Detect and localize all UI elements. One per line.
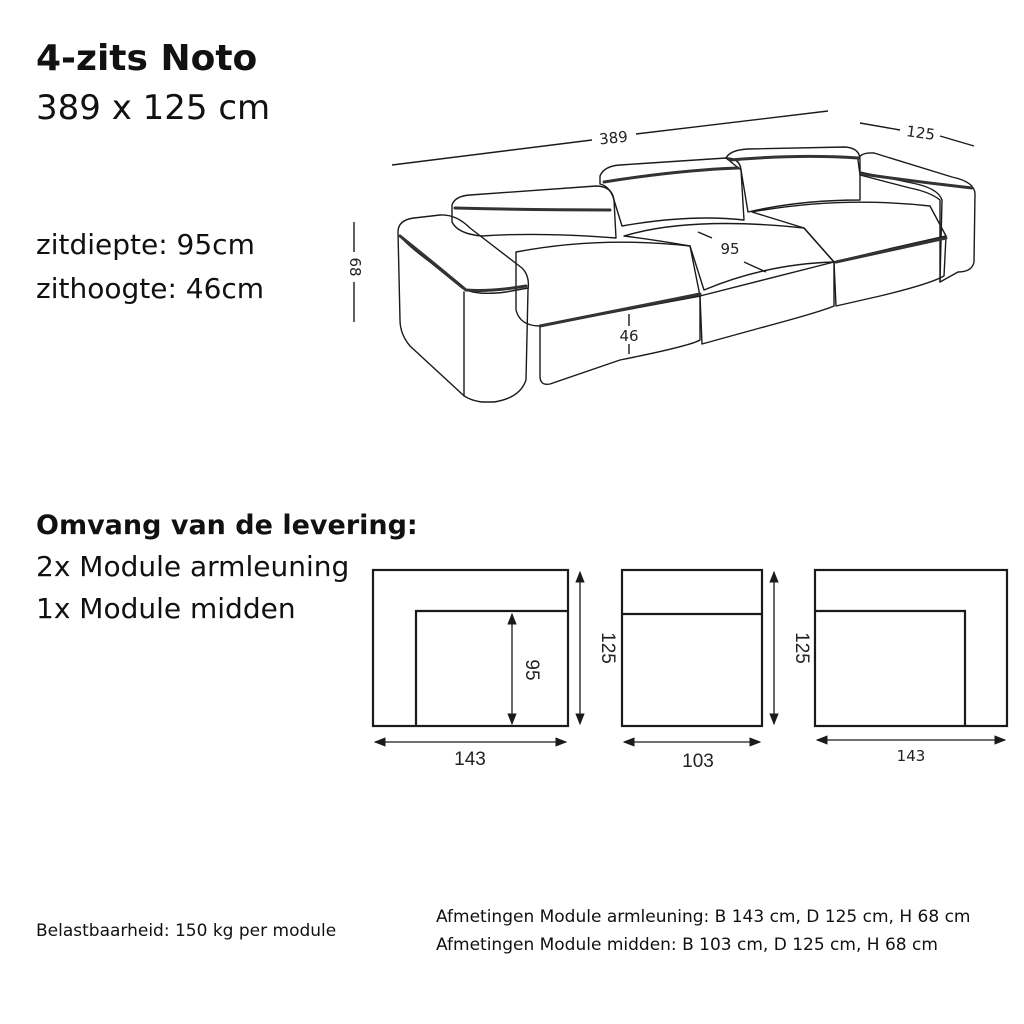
middle-module-dimensions: Afmetingen Module midden: B 103 cm, D 125 cm, H 68 cm	[436, 935, 938, 955]
depth-dim-line-b	[940, 136, 974, 146]
seat-height-spec: zithoogte: 46cm	[36, 272, 265, 305]
delivery-heading: Omvang van de levering:	[36, 510, 418, 541]
middle-depth-label: 125	[791, 632, 812, 664]
product-title: 4-zits Noto	[36, 38, 258, 79]
sofa-depth-label: 125	[905, 122, 937, 144]
left-arm-width-label: 143	[454, 749, 486, 770]
overall-size: 389 x 125 cm	[36, 88, 271, 128]
seat-depth-spec: zitdiepte: 95cm	[36, 228, 255, 261]
module-middle	[622, 570, 762, 726]
left-arm-seat-depth-label: 95	[521, 659, 542, 681]
width-dim-line-a	[392, 140, 592, 165]
sofa-height-label: 68	[346, 257, 364, 277]
depth-dim-line-a	[860, 123, 900, 130]
module-left-arm	[373, 570, 568, 726]
right-arm-width-label: 143	[896, 747, 926, 765]
delivery-item-arm: 2x Module armleuning	[36, 550, 350, 583]
module-right-arm	[815, 570, 1007, 726]
left-arm-depth-label: 125	[597, 632, 618, 664]
sofa-sketch	[398, 147, 975, 402]
width-dim-line-b	[636, 111, 828, 134]
delivery-item-middle: 1x Module midden	[36, 592, 296, 625]
sofa-seat-height-label: 46	[619, 327, 639, 345]
sofa-width-label: 389	[598, 127, 629, 149]
sofa-seat-depth-label: 95	[720, 240, 740, 258]
middle-width-label: 103	[682, 751, 714, 772]
arm-module-dimensions: Afmetingen Module armleuning: B 143 cm, D 125 cm, H 68 cm	[436, 907, 971, 927]
load-capacity-note: Belastbaarheid: 150 kg per module	[36, 921, 337, 941]
